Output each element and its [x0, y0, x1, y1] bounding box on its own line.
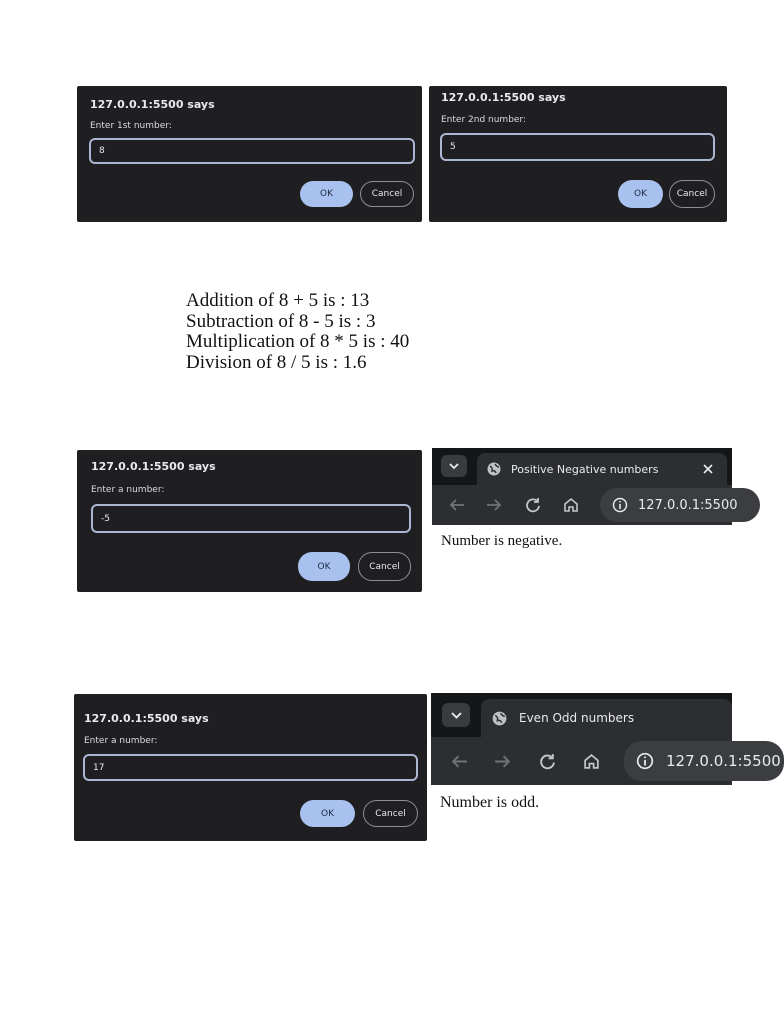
prompt-dialog-number-sign [77, 450, 422, 592]
tab-title: Positive Negative numbers [511, 462, 659, 476]
prompt-dialog-even-odd [74, 694, 427, 841]
chevron-down-icon [449, 463, 459, 469]
address-bar[interactable] [624, 741, 784, 781]
page-result-text: Number is odd. [440, 794, 540, 811]
tab-title: Even Odd numbers [519, 711, 635, 725]
chevron-down-icon [451, 712, 462, 719]
ok-button[interactable]: OK [298, 552, 350, 581]
ok-button[interactable]: OK [618, 180, 663, 208]
reload-icon[interactable] [522, 494, 544, 516]
dialog-prompt: Enter a number: [91, 485, 165, 495]
dialog-prompt: Enter a number: [84, 736, 158, 746]
calculation-results [186, 291, 409, 373]
cancel-button[interactable]: Cancel [363, 800, 418, 827]
site-info-icon[interactable] [612, 497, 628, 513]
prompt-dialog-second-number [429, 86, 727, 222]
tab-search-button[interactable] [441, 455, 467, 477]
forward-arrow-icon[interactable] [483, 494, 505, 516]
number-input[interactable]: 5 [440, 133, 715, 161]
addition-result: Addition of 8 + 5 is : 13 [186, 290, 370, 311]
page-result-text: Number is negative. [441, 533, 563, 549]
url-text: 127.0.0.1:5500 [666, 752, 781, 770]
prompt-dialog-first-number [77, 86, 422, 222]
cancel-button[interactable]: Cancel [360, 181, 414, 207]
division-result: Division of 8 / 5 is : 1.6 [186, 351, 367, 373]
address-bar[interactable] [600, 488, 760, 522]
tab-positive-negative[interactable] [477, 453, 727, 485]
dialog-title: 127.0.0.1:5500 says [441, 91, 566, 104]
reload-icon[interactable] [535, 749, 559, 773]
home-icon[interactable] [560, 494, 582, 516]
ok-button[interactable]: OK [300, 181, 353, 207]
dialog-prompt: Enter 2nd number: [441, 115, 527, 125]
cancel-button[interactable]: Cancel [669, 180, 715, 208]
site-info-icon[interactable] [636, 752, 654, 770]
tab-search-button[interactable] [442, 703, 470, 727]
cancel-button[interactable]: Cancel [358, 552, 411, 581]
home-icon[interactable] [579, 749, 603, 773]
dialog-prompt: Enter 1st number: [90, 121, 172, 131]
url-text: 127.0.0.1:5500 [638, 497, 738, 513]
number-input[interactable]: 17 [83, 754, 418, 781]
close-icon[interactable] [703, 464, 713, 474]
dialog-title: 127.0.0.1:5500 says [91, 460, 216, 473]
dialog-title: 127.0.0.1:5500 says [90, 98, 215, 111]
dialog-title: 127.0.0.1:5500 says [84, 712, 209, 725]
browser-window-positive-negative [432, 448, 738, 525]
number-input[interactable]: 8 [89, 138, 415, 164]
forward-arrow-icon[interactable] [490, 749, 514, 773]
back-arrow-icon[interactable] [447, 749, 471, 773]
multiplication-result: Multiplication of 8 * 5 is : 40 [186, 331, 410, 352]
subtraction-result: Subtraction of 8 - 5 is : 3 [186, 310, 376, 332]
ok-button[interactable]: OK [300, 800, 355, 827]
globe-icon [486, 461, 502, 477]
back-arrow-icon[interactable] [446, 494, 468, 516]
tab-even-odd[interactable] [481, 699, 732, 737]
number-input[interactable]: -5 [91, 504, 411, 533]
browser-window-even-odd [431, 693, 781, 785]
globe-icon [491, 710, 508, 727]
